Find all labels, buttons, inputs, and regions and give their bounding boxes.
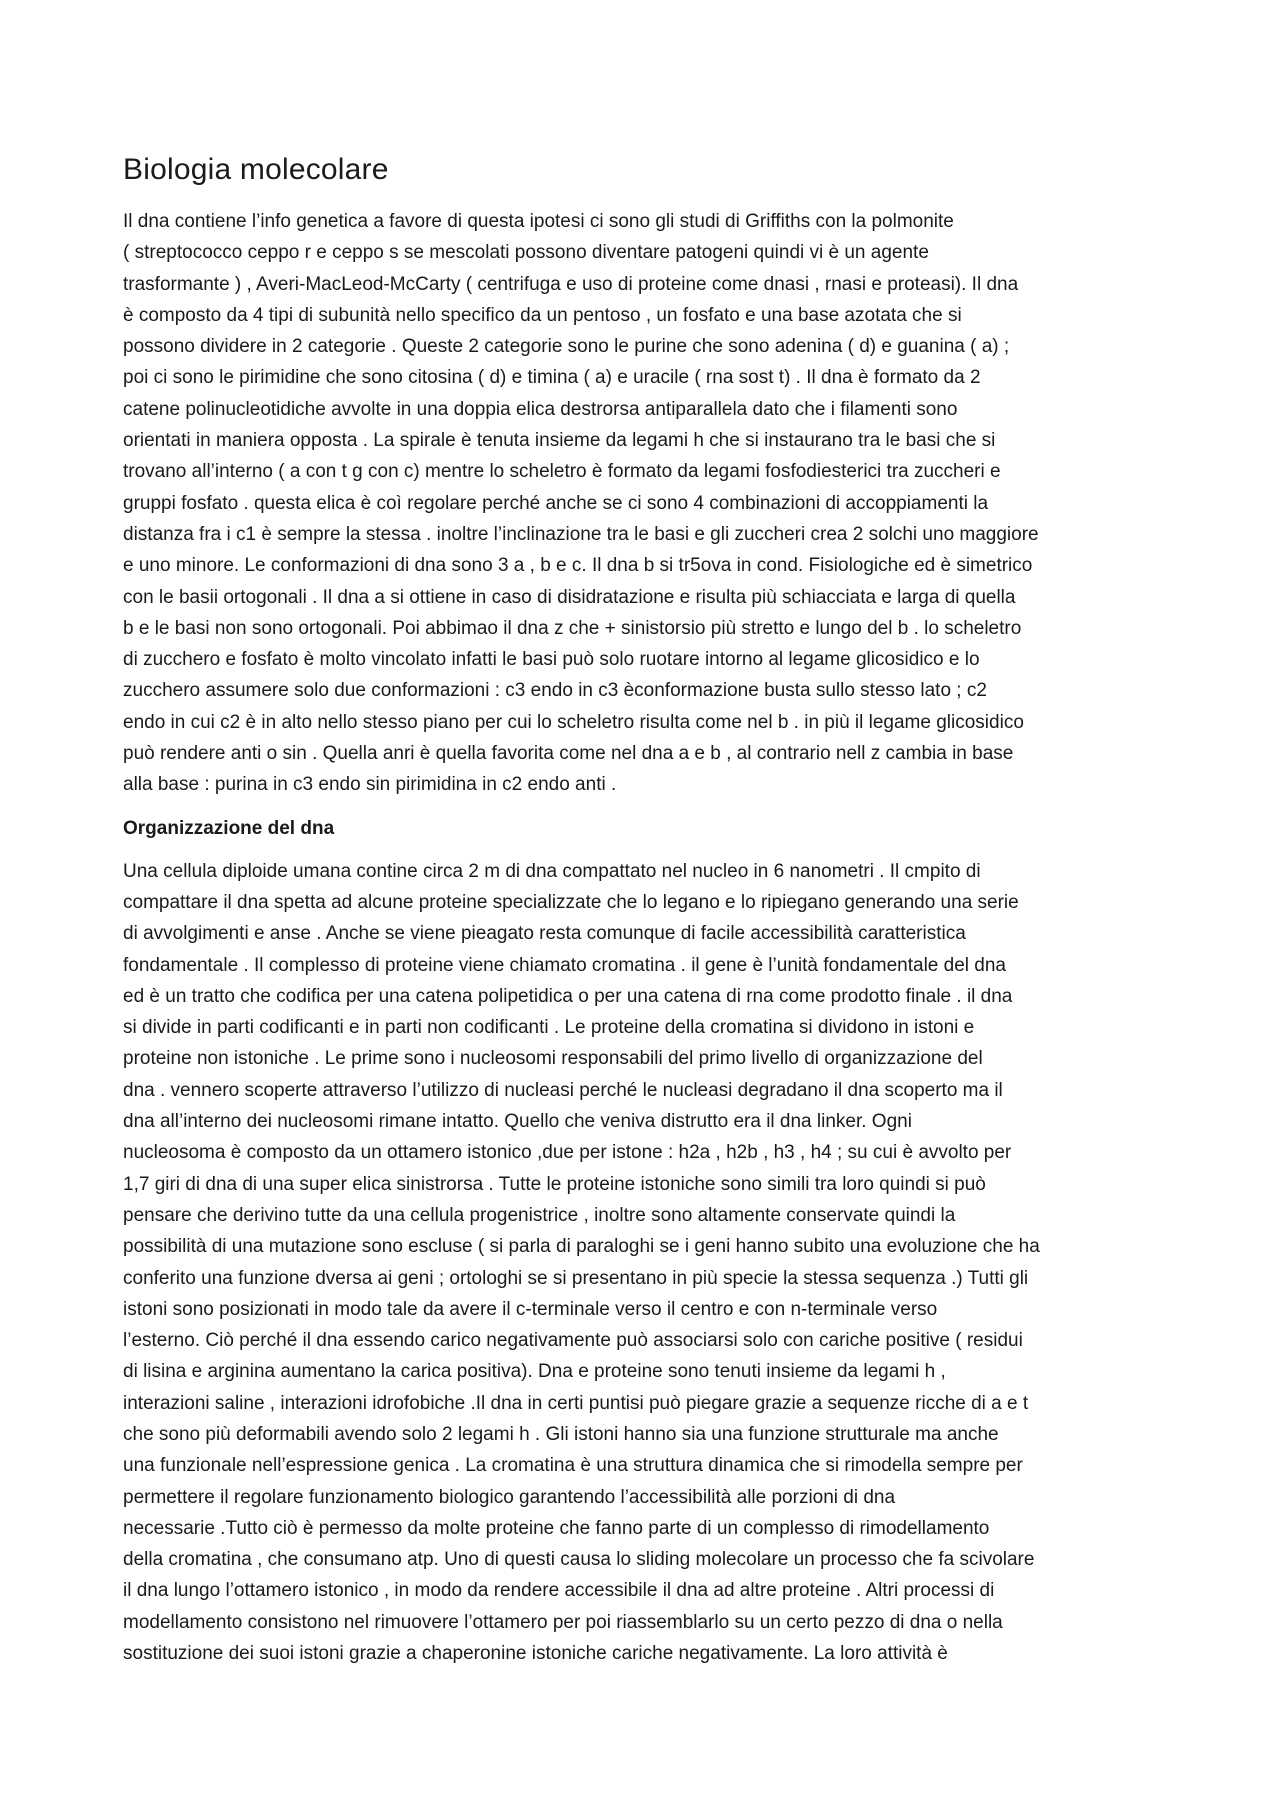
paragraph-dna-structure (123, 206, 1157, 801)
text-line: di avvolgimenti e anse . Anche se viene pieagato resta comunque di facile accessibilità caratteristica (123, 923, 966, 945)
text-line: il dna lungo l’ottamero istonico , in modo da rendere accessibile il dna ad altre proteine . Altri processi di (123, 1580, 995, 1602)
section-heading: Organizzazione del dna (123, 817, 335, 839)
text-line: interazioni saline , interazioni idrofobiche .Il dna in certi puntisi può piegare grazie a sequenze ricche di a e t (123, 1392, 1029, 1414)
text-line: ( streptococco ceppo r e ceppo s se mescolati possono diventare patogeni quindi vi è un agente (123, 242, 929, 264)
text-line: dna all’interno dei nucleosomi rimane intatto. Quello che veniva distrutto era il dna linker. Ogni (123, 1111, 912, 1133)
text-line: 1,7 giri di dna di una super elica sinistrorsa . Tutte le proteine istoniche sono simili tra loro quindi si può (123, 1173, 986, 1195)
text-line: che sono più deformabili avendo solo 2 legami h . Gli istoni hanno sia una funzione strutturale ma anche (123, 1423, 999, 1445)
text-line: modellamento consistono nel rimuovere l’ottamero per poi riassemblarlo su un certo pezzo di dna o nella (123, 1611, 1003, 1633)
text-line: orientati in maniera opposta . La spirale è tenuta insieme da legami h che si instaurano tra le basi che si (123, 430, 996, 452)
document-title: Biologia molecolare (123, 153, 389, 186)
text-line: dna . vennero scoperte attraverso l’utilizzo di nucleasi perché le nucleasi degradano il dna scoperto ma il (123, 1079, 1003, 1101)
text-line: permettere il regolare funzionamento biologico garantendo l’accessibilità alle porzioni di dna (123, 1486, 896, 1508)
text-line: endo in cui c2 è in alto nello stesso piano per cui lo scheletro risulta come nel b . in più il legame glicosidico (123, 711, 1024, 733)
text-line: si divide in parti codificanti e in parti non codificanti . Le proteine della cromatina si dividono in istoni e (123, 1017, 975, 1039)
text-line: sostituzione dei suoi istoni grazie a chaperonine istoniche cariche negativamente. La loro attività è (123, 1643, 948, 1665)
text-line: con le basii ortogonali . Il dna a si ottiene in caso di disidratazione e risulta più schiacciata e larga di quella (123, 586, 1016, 608)
text-line: istoni sono posizionati in modo tale da avere il c-terminale verso il centro e con n-terminale verso (123, 1298, 938, 1320)
text-line: possibilità di una mutazione sono escluse ( si parla di paraloghi se i geni hanno subito una evoluzione che ha (123, 1236, 1040, 1258)
text-line: è composto da 4 tipi di subunità nello specifico da un pentoso , un fosfato e una base azotata che si (123, 304, 962, 326)
text-line: b e le basi non sono ortogonali. Poi abbimao il dna z che + sinistorsio più stretto e lungo del b . lo scheletro (123, 617, 1022, 639)
text-line: conferito una funzione dversa ai geni ; ortologhi se si presentano in più specie la stessa sequenza .) Tutti gli (123, 1267, 1029, 1289)
text-line: Una cellula diploide umana contine circa 2 m di dna compattato nel nucleo in 6 nanometri . Il cmpito di (123, 860, 981, 882)
text-line: può rendere anti o sin . Quella anri è quella favorita come nel dna a e b , al contrario nell z cambia in base (123, 743, 1014, 765)
text-line: compattare il dna spetta ad alcune proteine specializzate che lo legano e lo ripiegano generando una serie (123, 891, 1019, 913)
text-line: fondamentale . Il complesso di proteine viene chiamato cromatina . il gene è l’unità fondamentale del dna (123, 954, 1006, 976)
text-line: trasformante ) , Averi-MacLeod-McCarty ( centrifuga e uso di proteine come dnasi , rnasi e proteasi). Il dna (123, 273, 1019, 295)
text-line: della cromatina , che consumano atp. Uno di questi causa lo sliding molecolare un processo che fa scivolare (123, 1549, 1035, 1571)
text-line: catene polinucleotidiche avvolte in una doppia elica destrorsa antiparallela dato che i filamenti sono (123, 398, 958, 420)
text-line: alla base : purina in c3 endo sin pirimidina in c2 endo anti . (123, 774, 617, 796)
text-line: proteine non istoniche . Le prime sono i nucleosomi responsabili del primo livello di organizzazione del (123, 1048, 983, 1070)
text-line: trovano all’interno ( a con t g con c) mentre lo scheletro è formato da legami fosfodiesterici tra zuccheri e (123, 461, 1001, 483)
text-line: e uno minore. Le conformazioni di dna sono 3 a , b e c. Il dna b si tr5ova in cond. Fisiologiche ed è simetrico (123, 555, 1033, 577)
text-line: distanza fra i c1 è sempre la stessa . inoltre l’inclinazione tra le basi e gli zuccheri crea 2 solchi uno maggiore (123, 523, 1039, 545)
text-line: l’esterno. Ciò perché il dna essendo carico negativamente può associarsi solo con cariche positive ( residui (123, 1330, 1023, 1352)
paragraph-dna-organization (123, 856, 1157, 1670)
text-line: una funzionale nell’espressione genica . La cromatina è una struttura dinamica che si rimodella sempre per (123, 1455, 1023, 1477)
text-line: Il dna contiene l’info genetica a favore di questa ipotesi ci sono gli studi di Griffiths con la polmonite (123, 211, 954, 232)
text-line: gruppi fosfato . questa elica è coì regolare perché anche se ci sono 4 combinazioni di accoppiamenti la (123, 492, 989, 514)
text-line: di zucchero e fosfato è molto vincolato infatti le basi può solo ruotare intorno al legame glicosidico e lo (123, 649, 980, 671)
text-line: zucchero assumere solo due conformazioni : c3 endo in c3 èconformazione busta sullo stesso lato ; c2 (123, 680, 987, 702)
text-line: necessarie .Tutto ciò è permesso da molte proteine che fanno parte di un complesso di rimodellamento (123, 1517, 990, 1539)
text-line: ed è un tratto che codifica per una catena polipetidica o per una catena di rna come prodotto finale . il dna (123, 985, 1013, 1007)
text-line: poi ci sono le pirimidine che sono citosina ( d) e timina ( a) e uracile ( rna sost t) . Il dna è formato da 2 (123, 367, 981, 389)
text-line: di lisina e arginina aumentano la carica positiva). Dna e proteine sono tenuti insieme da legami h , (123, 1361, 946, 1383)
text-line: possono dividere in 2 categorie . Queste 2 categorie sono le purine che sono adenina ( d) e guanina ( a) ; (123, 336, 1010, 358)
text-line: pensare che derivino tutte da una cellula progenistrice , inoltre sono altamente conservate quindi la (123, 1204, 956, 1226)
text-line: nucleosoma è composto da un ottamero istonico ,due per istone : h2a , h2b , h3 , h4 ; su cui è avvolto per (123, 1142, 1012, 1164)
